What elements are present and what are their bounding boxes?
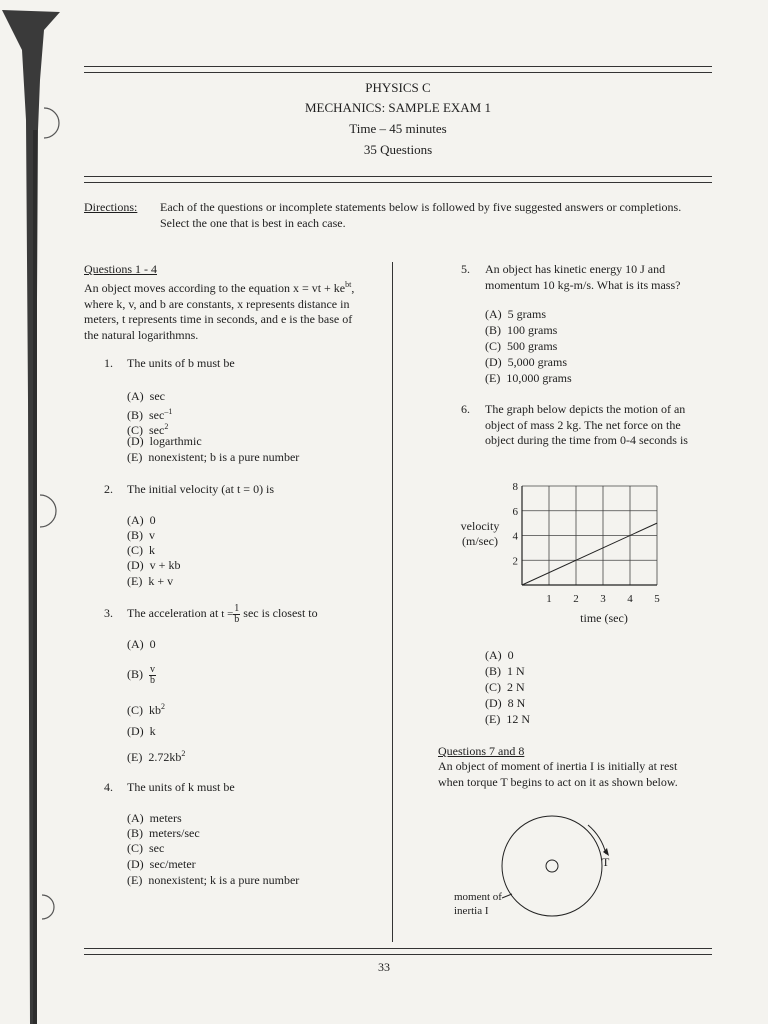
y-tick-label: 8: [512, 481, 518, 493]
velocity-time-graph: [450, 478, 680, 630]
header-top-rule: [84, 66, 712, 67]
question-stem: An object has kinetic energy 10 J and momentum 10 kg-m/s. What is its mass?: [485, 262, 681, 292]
x-tick-label: 5: [654, 593, 660, 605]
torque-arrow-arc: [588, 825, 606, 854]
answer-choice[interactable]: (D) 8 N: [485, 696, 526, 710]
header-top-rule-2: [84, 72, 712, 73]
question-stem: The initial velocity (at t = 0) is: [127, 482, 275, 496]
directions-label: Directions:: [84, 200, 138, 214]
disk-outline: [502, 816, 602, 916]
y-axis-label-line-1: velocity: [460, 519, 500, 533]
question-number: 1.: [104, 356, 113, 370]
answer-choice[interactable]: (C) 500 grams: [485, 339, 558, 353]
subject-title: PHYSICS C: [365, 80, 431, 95]
question-number: 3.: [104, 606, 113, 620]
intro-line-1: An object moves according to the equation x = vt + ke: [84, 281, 346, 295]
answer-choice[interactable]: (B) $\sec^{-1}$: [127, 407, 173, 422]
answer-choice[interactable]: (A) meters: [127, 811, 182, 825]
answer-choice[interactable]: (A) 0: [127, 513, 156, 527]
moment-label-line-1: moment of: [454, 891, 502, 903]
answer-choice[interactable]: (D) sec/meter: [127, 857, 196, 871]
answer-choice[interactable]: (A) 0: [127, 637, 156, 651]
question-count: 35 Questions: [363, 142, 433, 157]
intro-comma: ,: [351, 281, 355, 295]
intro-line-4: the natural logarithmns.: [84, 327, 199, 342]
answer-choice[interactable]: (C) sec: [127, 841, 165, 855]
y-tick-label: 4: [512, 530, 518, 543]
moment-label-line-2: inertia I: [454, 905, 489, 917]
answer-choice[interactable]: (E) k + v: [127, 574, 174, 588]
page-number: 33: [378, 960, 390, 974]
moment-label-leader: [502, 894, 512, 898]
intro-line-2: where k, v, and b are constants, x represents distance in: [84, 296, 350, 311]
answer-choice[interactable]: (E) $2.72kb^2$: [127, 749, 186, 764]
answer-choice[interactable]: (A) 5 grams: [485, 307, 546, 321]
footer-rule: [84, 948, 712, 949]
answer-choice[interactable]: (E) nonexistent; k is a pure number: [127, 873, 300, 887]
intro-exponent: bt: [345, 280, 352, 289]
answer-choice[interactable]: (C) 2 N: [485, 680, 525, 694]
exam-title: MECHANICS: SAMPLE EXAM 1: [305, 100, 491, 115]
x-tick-label: 1: [546, 593, 552, 605]
answer-choice[interactable]: (C) k: [127, 543, 155, 557]
axle-circle: [546, 860, 558, 872]
question-number: 4.: [104, 780, 113, 794]
header-bottom-rule: [84, 176, 712, 177]
x-axis-label: time (sec): [580, 611, 628, 625]
answer-choice[interactable]: (C) $kb^2$: [127, 702, 165, 717]
footer-rule-2: [84, 954, 712, 955]
answer-choice[interactable]: (E) 10,000 grams: [485, 371, 572, 385]
y-axis-label-line-2: (m/sec): [462, 534, 498, 548]
fraction-v-over-b: $\frac{v}{b}$: [150, 663, 155, 686]
x-tick-labels: [546, 593, 660, 605]
intro-line-3: meters, t represents time in seconds, and e is the base of: [84, 312, 353, 326]
page-binding-edge: [0, 0, 64, 1024]
column-divider: [392, 262, 393, 942]
answer-choice[interactable]: (B) v: [127, 528, 155, 542]
answer-choice[interactable]: (A) sec: [127, 389, 165, 403]
directions-text: Each of the questions or incomplete statements below is followed by five suggested answers or completions. Select the one that is best in each case.: [160, 200, 682, 230]
torque-label: T: [602, 855, 610, 869]
answer-choice[interactable]: (B) meters/sec: [127, 826, 200, 840]
answer-choice[interactable]: (D) v + kb: [127, 558, 181, 572]
time-limit: Time – 45 minutes: [349, 121, 447, 136]
question-stem: The graph below depicts the motion of an object of mass 2 kg. The net force on the object during the time from 0-4 seconds is: [485, 402, 688, 447]
group-title-1-4: Questions 1 - 4: [84, 262, 157, 276]
question-number: 6.: [461, 402, 470, 416]
x-tick-label: 3: [600, 593, 606, 605]
y-tick-label: 2: [512, 555, 518, 568]
group-intro-7-8: An object of moment of inertia I is initially at rest when torque T begins to act on it as shown below.: [438, 759, 678, 789]
question-number: 5.: [461, 262, 470, 276]
answer-choice[interactable]: (D) k: [127, 724, 156, 738]
disk-diagram: [440, 808, 640, 938]
answer-choice[interactable]: (D) 5,000 grams: [485, 355, 567, 369]
x-tick-label: 2: [573, 593, 579, 605]
answer-choice[interactable]: (B) $\frac{v}{b}$: [127, 663, 155, 686]
question-stem: The acceleration at t = $\frac{1}{b}$ sec is closest to: [127, 602, 318, 625]
y-tick-label: 6: [512, 505, 518, 518]
answer-choice[interactable]: (C) $\sec^2$: [127, 422, 169, 437]
group-title-7-8: Questions 7 and 8: [438, 744, 525, 758]
header-bottom-rule-2: [84, 182, 712, 183]
answer-choice[interactable]: (E) nonexistent; b is a pure number: [127, 450, 300, 464]
chart-grid: [522, 486, 657, 585]
answer-choice[interactable]: (B) 100 grams: [485, 323, 558, 337]
answer-choice[interactable]: (E) 12 N: [485, 712, 530, 726]
question-number: 2.: [104, 482, 113, 496]
fraction-one-over-b: $\frac{1}{b}$: [234, 602, 240, 625]
answer-choice[interactable]: (B) 1 N: [485, 664, 525, 678]
x-tick-label: 4: [627, 593, 633, 605]
answer-choice[interactable]: (D) logarthmic: [127, 434, 202, 448]
question-stem: The units of k must be: [127, 780, 235, 794]
question-stem: The units of b must be: [127, 356, 235, 370]
answer-choice[interactable]: (A) 0: [485, 648, 514, 662]
y-tick-labels: [513, 481, 519, 567]
group-intro-1-4: [84, 277, 384, 343]
exam-header: [84, 80, 712, 162]
series-line: [522, 523, 657, 585]
